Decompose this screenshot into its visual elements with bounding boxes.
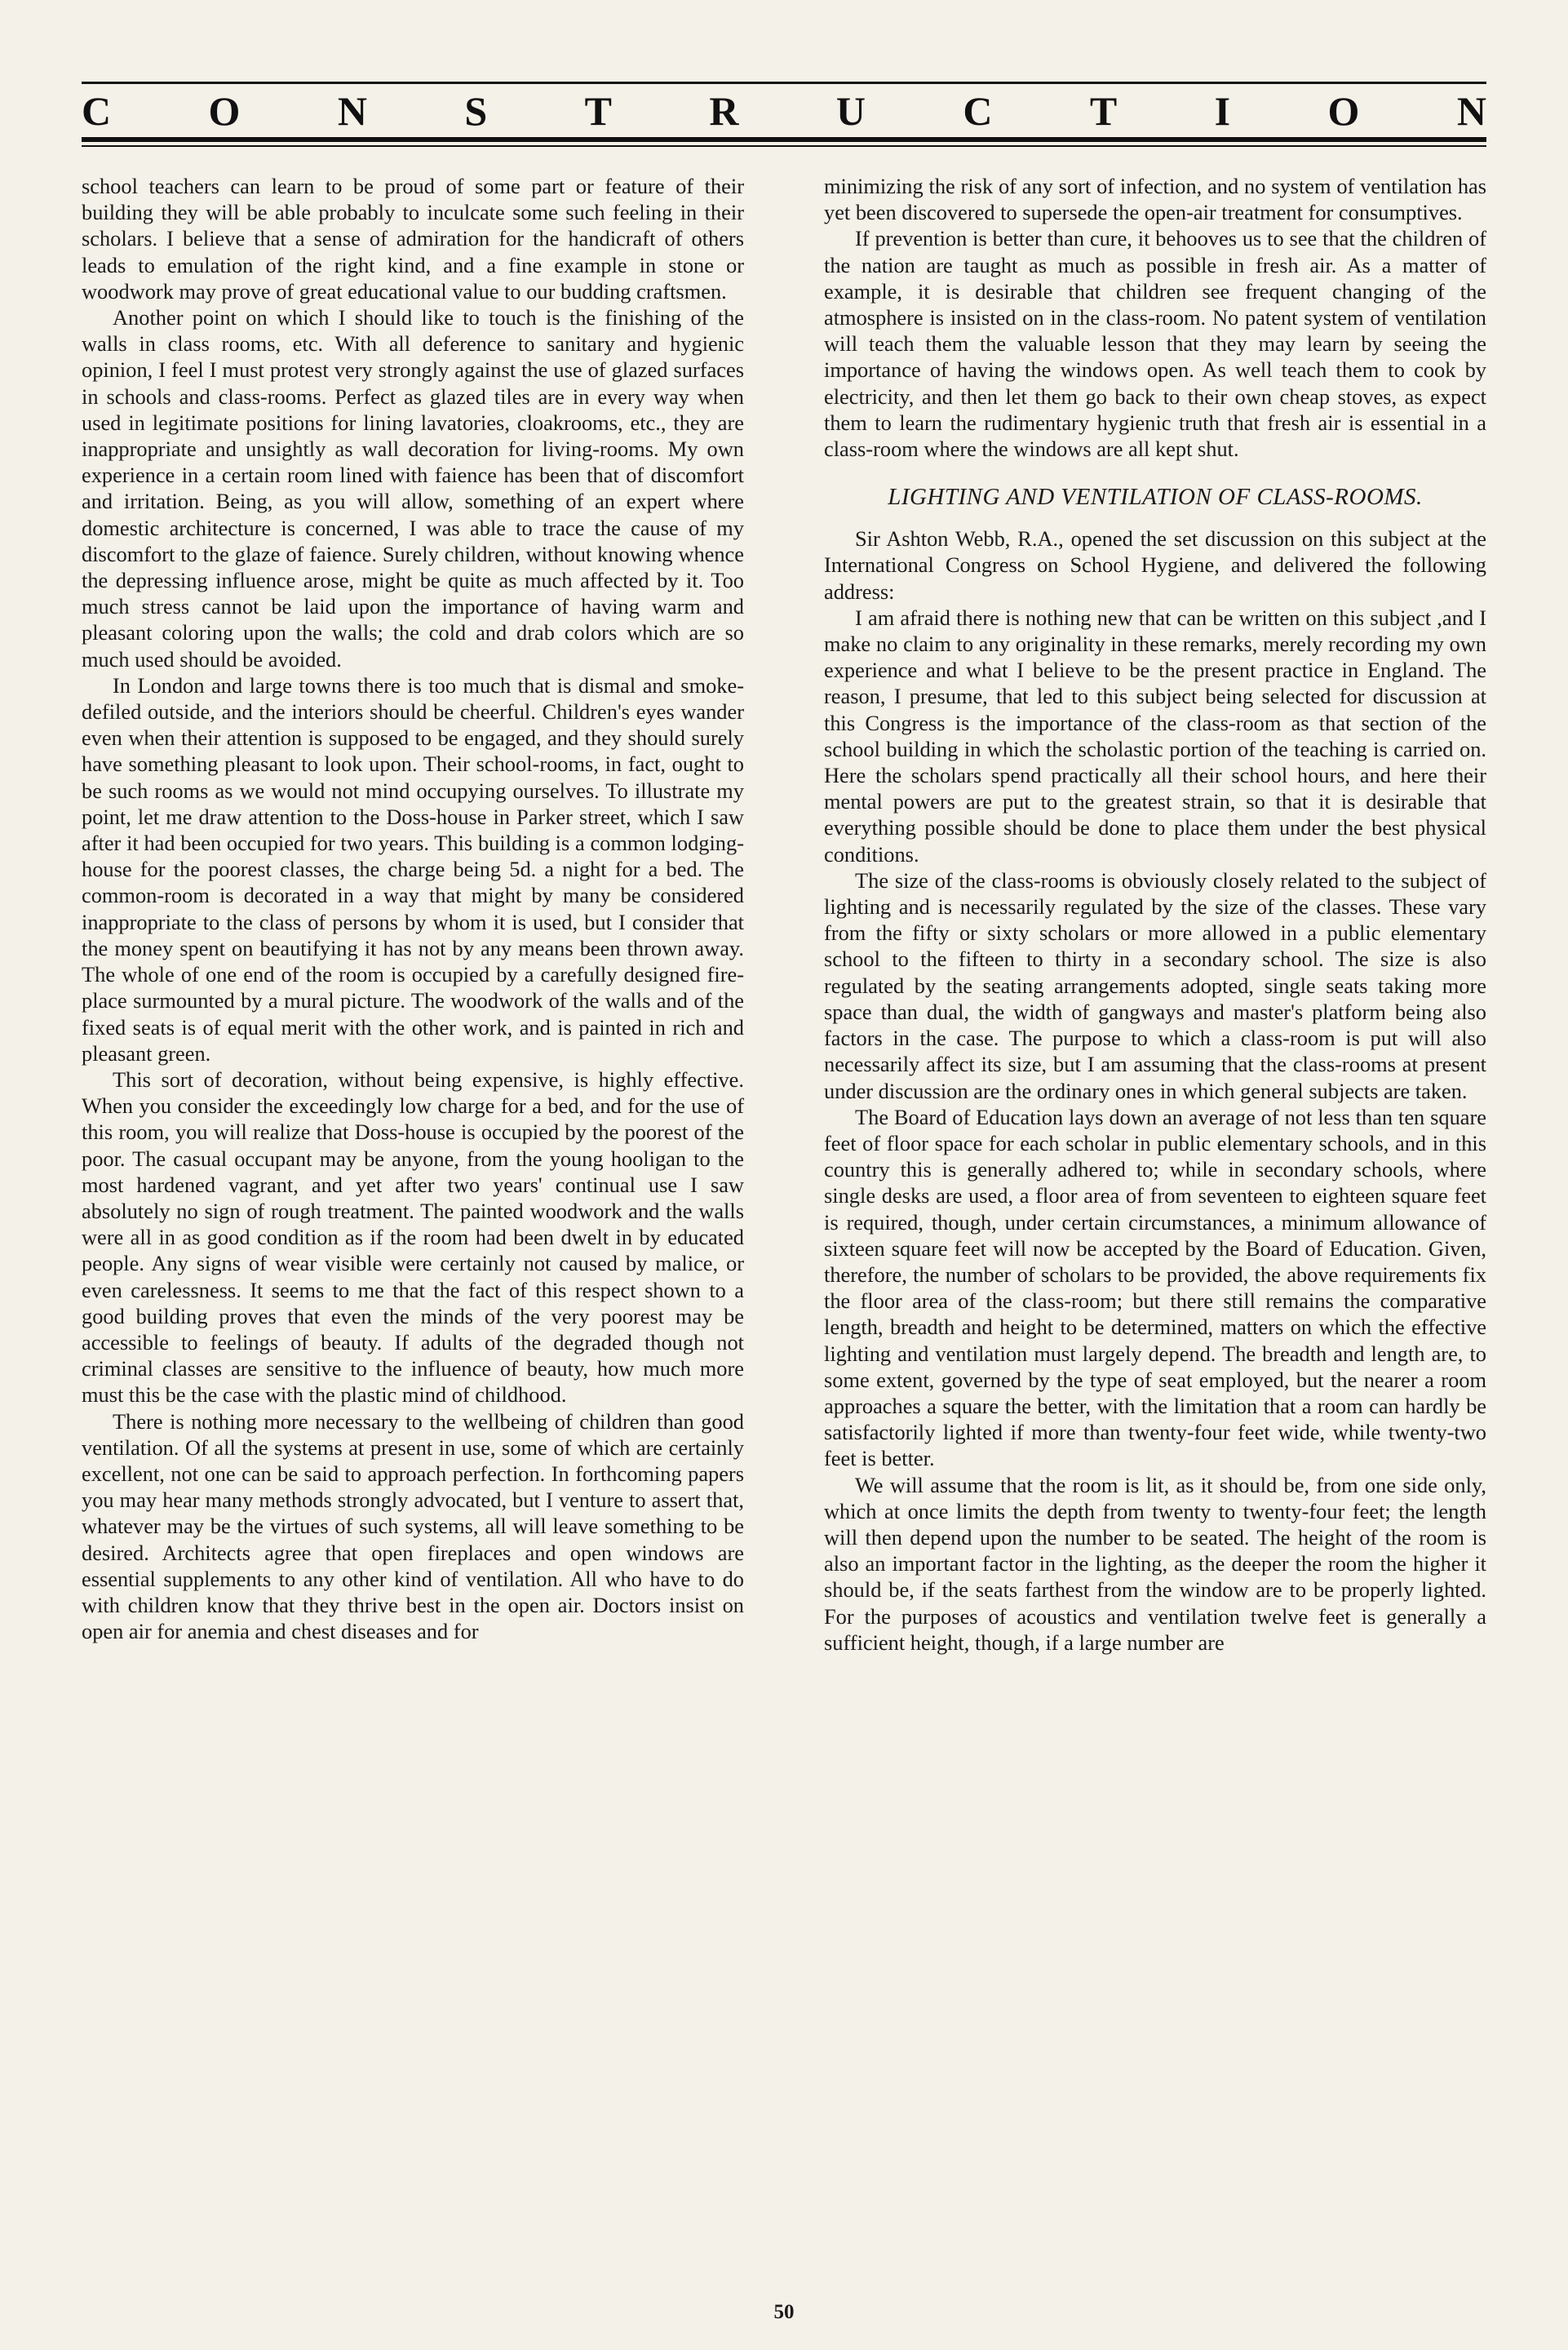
body-paragraph: Sir Ashton Webb, R.A., opened the set discussion on this subject at the International Congress on School Hygiene, and delivered the following address: — [824, 526, 1486, 604]
right-column — [824, 173, 1486, 1656]
masthead-letter: S — [464, 88, 488, 134]
masthead-letter: U — [835, 88, 866, 134]
masthead-letter: C — [82, 88, 112, 134]
body-paragraph: There is nothing more necessary to the wellbeing of children than good ventilation. Of all the systems at present in use, some of which are certainly excellent, not one can be said to approach perfection. In forthcoming papers you may hear many methods strongly advocated, but I venture to assert that, whatever may be the virtues of such systems, all will leave something to be desired. Architects agree that open fireplaces and open windows are essential supplements to any other kind of ventilation. All who have to do with children know that they thrive best in the open air. Doctors insist on open air for anemia and chest diseases and for — [82, 1408, 744, 1644]
body-paragraph: minimizing the risk of any sort of infection, and no system of ventilation has yet been discovered to supersede the open-air treatment for consumptives. — [824, 174, 1486, 225]
body-paragraph: The size of the class-rooms is obviously closely related to the subject of lighting and is necessarily regulated by the size of the classes. These vary from the fifty or sixty scholars or more allowed in a public elementary school to the fifteen to thirty in a secondary school. The size is also regulated by the seating arrangements adopted, single seats taking more space than dual, the width of gangways and master's platform being also factors in the case. The purpose to which a class-room is put will also necessarily affect its size, but I am assuming that the class-rooms at present under discussion are the ordinary ones in which general subjects are taken. — [824, 867, 1486, 1103]
body-paragraph: This sort of decoration, without being expensive, is highly effective. When you consider the exceedingly low charge for a bed, and for the use of this room, you will realize that Doss-house is occupied by the poorest of the poor. The casual occupant may be anyone, from the young hooligan to the most hardened vagrant, and yet after two years' continual use I saw absolutely no sign of rough treatment. The painted woodwork and the walls were all in as good condition as if the room had been dwelt in by educated people. Any signs of wear visible were certainly not caused by malice, or even carelessness. It seems to me that the fact of this respect shown to a good building proves that even the minds of the very poorest may be accessible to feelings of beauty. If adults of the degraded though not criminal classes are sensitive to the influence of beauty, how much more must this be the case with the plastic mind of childhood. — [82, 1066, 744, 1408]
body-paragraph: Another point on which I should like to touch is the finishing of the walls in class rooms, etc. With all deference to sanitary and hygienic opinion, I feel I must protest very strongly against the use of glazed surfaces in schools and class-rooms. Perfect as glazed tiles are in every way when used in legitimate positions for lining lavatories, cloakrooms, etc., they are inappropriate and unsightly as wall decoration for living-rooms. My own experience in a certain room lined with faience has been that of discomfort and irritation. Being, as you will allow, something of an expert where domestic architecture is concerned, I was able to trace the cause of my discomfort to the glaze of faience. Surely children, without knowing whence the depressing influence arose, might be quite as much affected by it. Too much stress cannot be laid upon the importance of having warm and pleasant coloring upon the walls; the cold and drab colors which are so much used should be avoided. — [82, 305, 744, 672]
body-paragraph: I am afraid there is nothing new that can be written on this subject ,and I make no claim to any originality in these remarks, merely recording my own experience and what I believe to be the present practice in England. The reason, I presume, that led to this subject being selected for discussion at this Congress is the importance of the class-room as that section of the school building in which the scholastic portion of the teaching is carried on. Here the scholars spend practically all their school hours, and here their mental powers are put to the greatest strain, so that it is desirable that everything possible should be done to place them under the best physical conditions. — [824, 605, 1486, 867]
page-number: 50 — [773, 2301, 795, 2323]
left-column — [82, 173, 744, 1644]
masthead-letter: R — [709, 88, 739, 134]
masthead-letter: N — [1456, 88, 1486, 134]
masthead-letter: T — [584, 88, 612, 134]
body-paragraph: If prevention is better than cure, it behooves us to see that the children of the nation are taught as much as possible in fresh air. As a matter of example, it is desirable that children see frequent changing of the atmosphere is insisted on in the class-room. No patent system of ventilation will teach them the valuable lesson that they may learn by seeing the importance of having the windows open. As well teach them to cook by electricity, and then let them go back to their own cheap stoves, as expect them to learn the rudimentary hygienic truth that fresh air is essential in a class-room where the windows are all kept shut. — [824, 226, 1486, 462]
body-paragraph: In London and large towns there is too much that is dismal and smoke-defiled outside, and the interiors should be cheerful. Children's eyes wander even when their attention is supposed to be engaged, and they should surely have something pleasant to look upon. Their school-rooms, in fact, ought to be such rooms as we would not mind occupying ourselves. To illustrate my point, let me draw attention to the Doss-house in Parker street, which I saw after it had been occupied for two years. This building is a common lodging-house for the poorest classes, the charge being 5d. a night for a bed. The common-room is decorated in a way that might by many be considered inappropriate to the class of persons by whom it is used, but I consider that the money spent on beautifying it has not by any means been thrown away. The whole of one end of the room is occupied by a carefully designed fire-place surmounted by a mural picture. The woodwork of the walls and of the fixed seats is of equal merit with the other work, and is painted in rich and pleasant green. — [82, 672, 744, 1066]
masthead-letter: T — [1089, 88, 1118, 134]
masthead-letter: O — [208, 88, 241, 134]
masthead-top-rule — [82, 82, 1486, 84]
masthead-thin-rule — [82, 145, 1486, 147]
body-paragraph: We will assume that the room is lit, as it should be, from one side only, which at once limits the depth from twenty to twenty-four feet; the length will then depend upon the number to be seated. The height of the room is also an important factor in the lighting, as the deeper the room the higher it should be, if the seats farthest from the window are to be properly lighted. For the purposes of acoustics and ventilation twelve feet is generally a sufficient height, though, if a large number are — [824, 1472, 1486, 1655]
masthead-letter: N — [337, 88, 367, 134]
section-heading: LIGHTING AND VENTILATION OF CLASS-ROOMS. — [888, 484, 1423, 511]
masthead-letter: C — [963, 88, 993, 134]
body-paragraph: school teachers can learn to be proud of some part or feature of their building they will be able probably to inculcate some such feeling in their scholars. I believe that a sense of admiration for the handicraft of others leads to emulation of the right kind, and a fine example in stone or woodwork may prove of great educational value to our budding craftsmen. — [82, 174, 744, 304]
masthead-thick-rule — [82, 137, 1486, 142]
masthead — [82, 88, 1486, 134]
body-paragraph: The Board of Education lays down an average of not less than ten square feet of floor space for each scholar in public elementary schools, and in this country this is generally adhered to; while in secondary schools, where single desks are used, a floor area of from seventeen to eighteen square feet is required, though, under certain circumstances, a minimum allowance of sixteen square feet will now be accepted by the Board of Education. Given, therefore, the number of scholars to be provided, the above requirements fix the floor area of the class-room; but there still remains the comparative length, breadth and height to be determined, matters on which the effective lighting and ventilation must largely depend. The breadth and length are, to some extent, governed by the type of seat employed, but the nearer a room approaches a square the better, with the limitation that a room can hardly be satisfactorily lighted if more than twenty-four feet wide, while twenty-two feet is better. — [824, 1104, 1486, 1471]
masthead-letter: I — [1214, 88, 1231, 134]
masthead-letter: O — [1327, 88, 1360, 134]
